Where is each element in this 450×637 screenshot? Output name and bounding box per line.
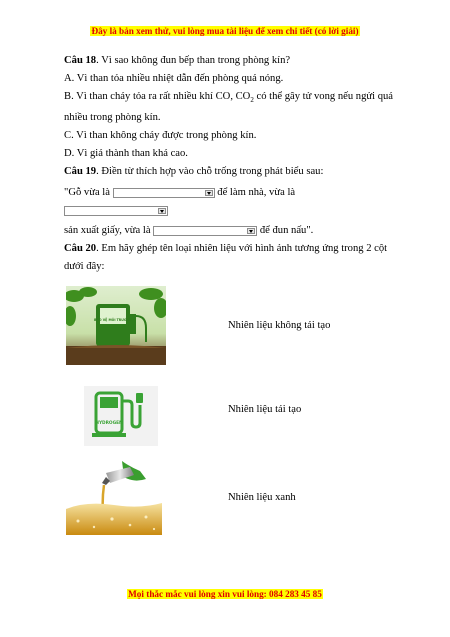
question-20 [64, 240, 404, 258]
answer-d[interactable]: D. Vì giá thành than khá cao. [64, 148, 188, 160]
question-number: Câu 18 [64, 55, 97, 66]
hydrogen-pump-image[interactable] [80, 383, 160, 447]
question-18 [64, 52, 404, 70]
blank-dropdown-1[interactable] [113, 188, 215, 198]
question-text: . Điền từ thích hợp vào chỗ trống trong phát biểu sau: [96, 166, 324, 178]
chevron-down-icon[interactable] [158, 208, 166, 214]
question-text: . Em hãy ghép tên loại nhiên liệu với hình ảnh tương ứng trong 2 cột [96, 243, 388, 255]
question-number: Câu 19 [64, 166, 97, 178]
image-caption: HYDROGEN [95, 421, 123, 426]
match-label-3[interactable]: Nhiên liệu xanh [228, 492, 296, 503]
contact-banner: Mọi thắc mắc vui lòng xin vui lòng: 084 283 45 85 [128, 589, 322, 599]
fill-line-1: "Gỗ vừa là để làm nhà, vừa là [64, 187, 296, 199]
fuel-nozzle-image[interactable] [66, 459, 162, 535]
fill-line-3: sản xuất giấy, vừa là để đun nấu". [64, 225, 314, 237]
document-body [64, 52, 404, 276]
image-caption: BẢO VỆ MÔI TRƯỜNG [93, 318, 133, 322]
chevron-down-icon[interactable] [247, 228, 255, 234]
blank-dropdown-2[interactable] [64, 206, 168, 216]
answer-c[interactable]: C. Vì than không cháy được trong phòng kín. [64, 130, 257, 142]
fill-line-2 [64, 202, 404, 220]
answer-b[interactable]: B. Vì than cháy tỏa ra rất nhiều khí CO, $CO_2$ có thể gây tử vong nếu ngửi quá [64, 91, 394, 105]
answer-b-continued: nhiều trong phòng kín. [64, 112, 161, 124]
preview-banner: Đây là bản xem thử, vui lòng mua tài liệu để xem chi tiết (có lời giải) [91, 26, 359, 36]
question-19 [64, 163, 404, 181]
question-number: Câu 20 [64, 243, 97, 255]
match-label-2[interactable]: Nhiên liệu tái tạo [228, 404, 302, 415]
question-text: . Vì sao không đun bếp than trong phòng kín? [96, 55, 291, 66]
chevron-down-icon[interactable] [205, 190, 213, 196]
blank-dropdown-3[interactable] [153, 226, 257, 236]
question-20-continued: dưới đây: [64, 261, 105, 273]
answer-a[interactable]: A. Vì than tỏa nhiều nhiệt dẫn đến phòng quá nóng. [64, 73, 284, 84]
match-label-1[interactable]: Nhiên liệu không tái tạo [228, 320, 331, 331]
fuel-pump-plants-image[interactable] [66, 286, 166, 365]
